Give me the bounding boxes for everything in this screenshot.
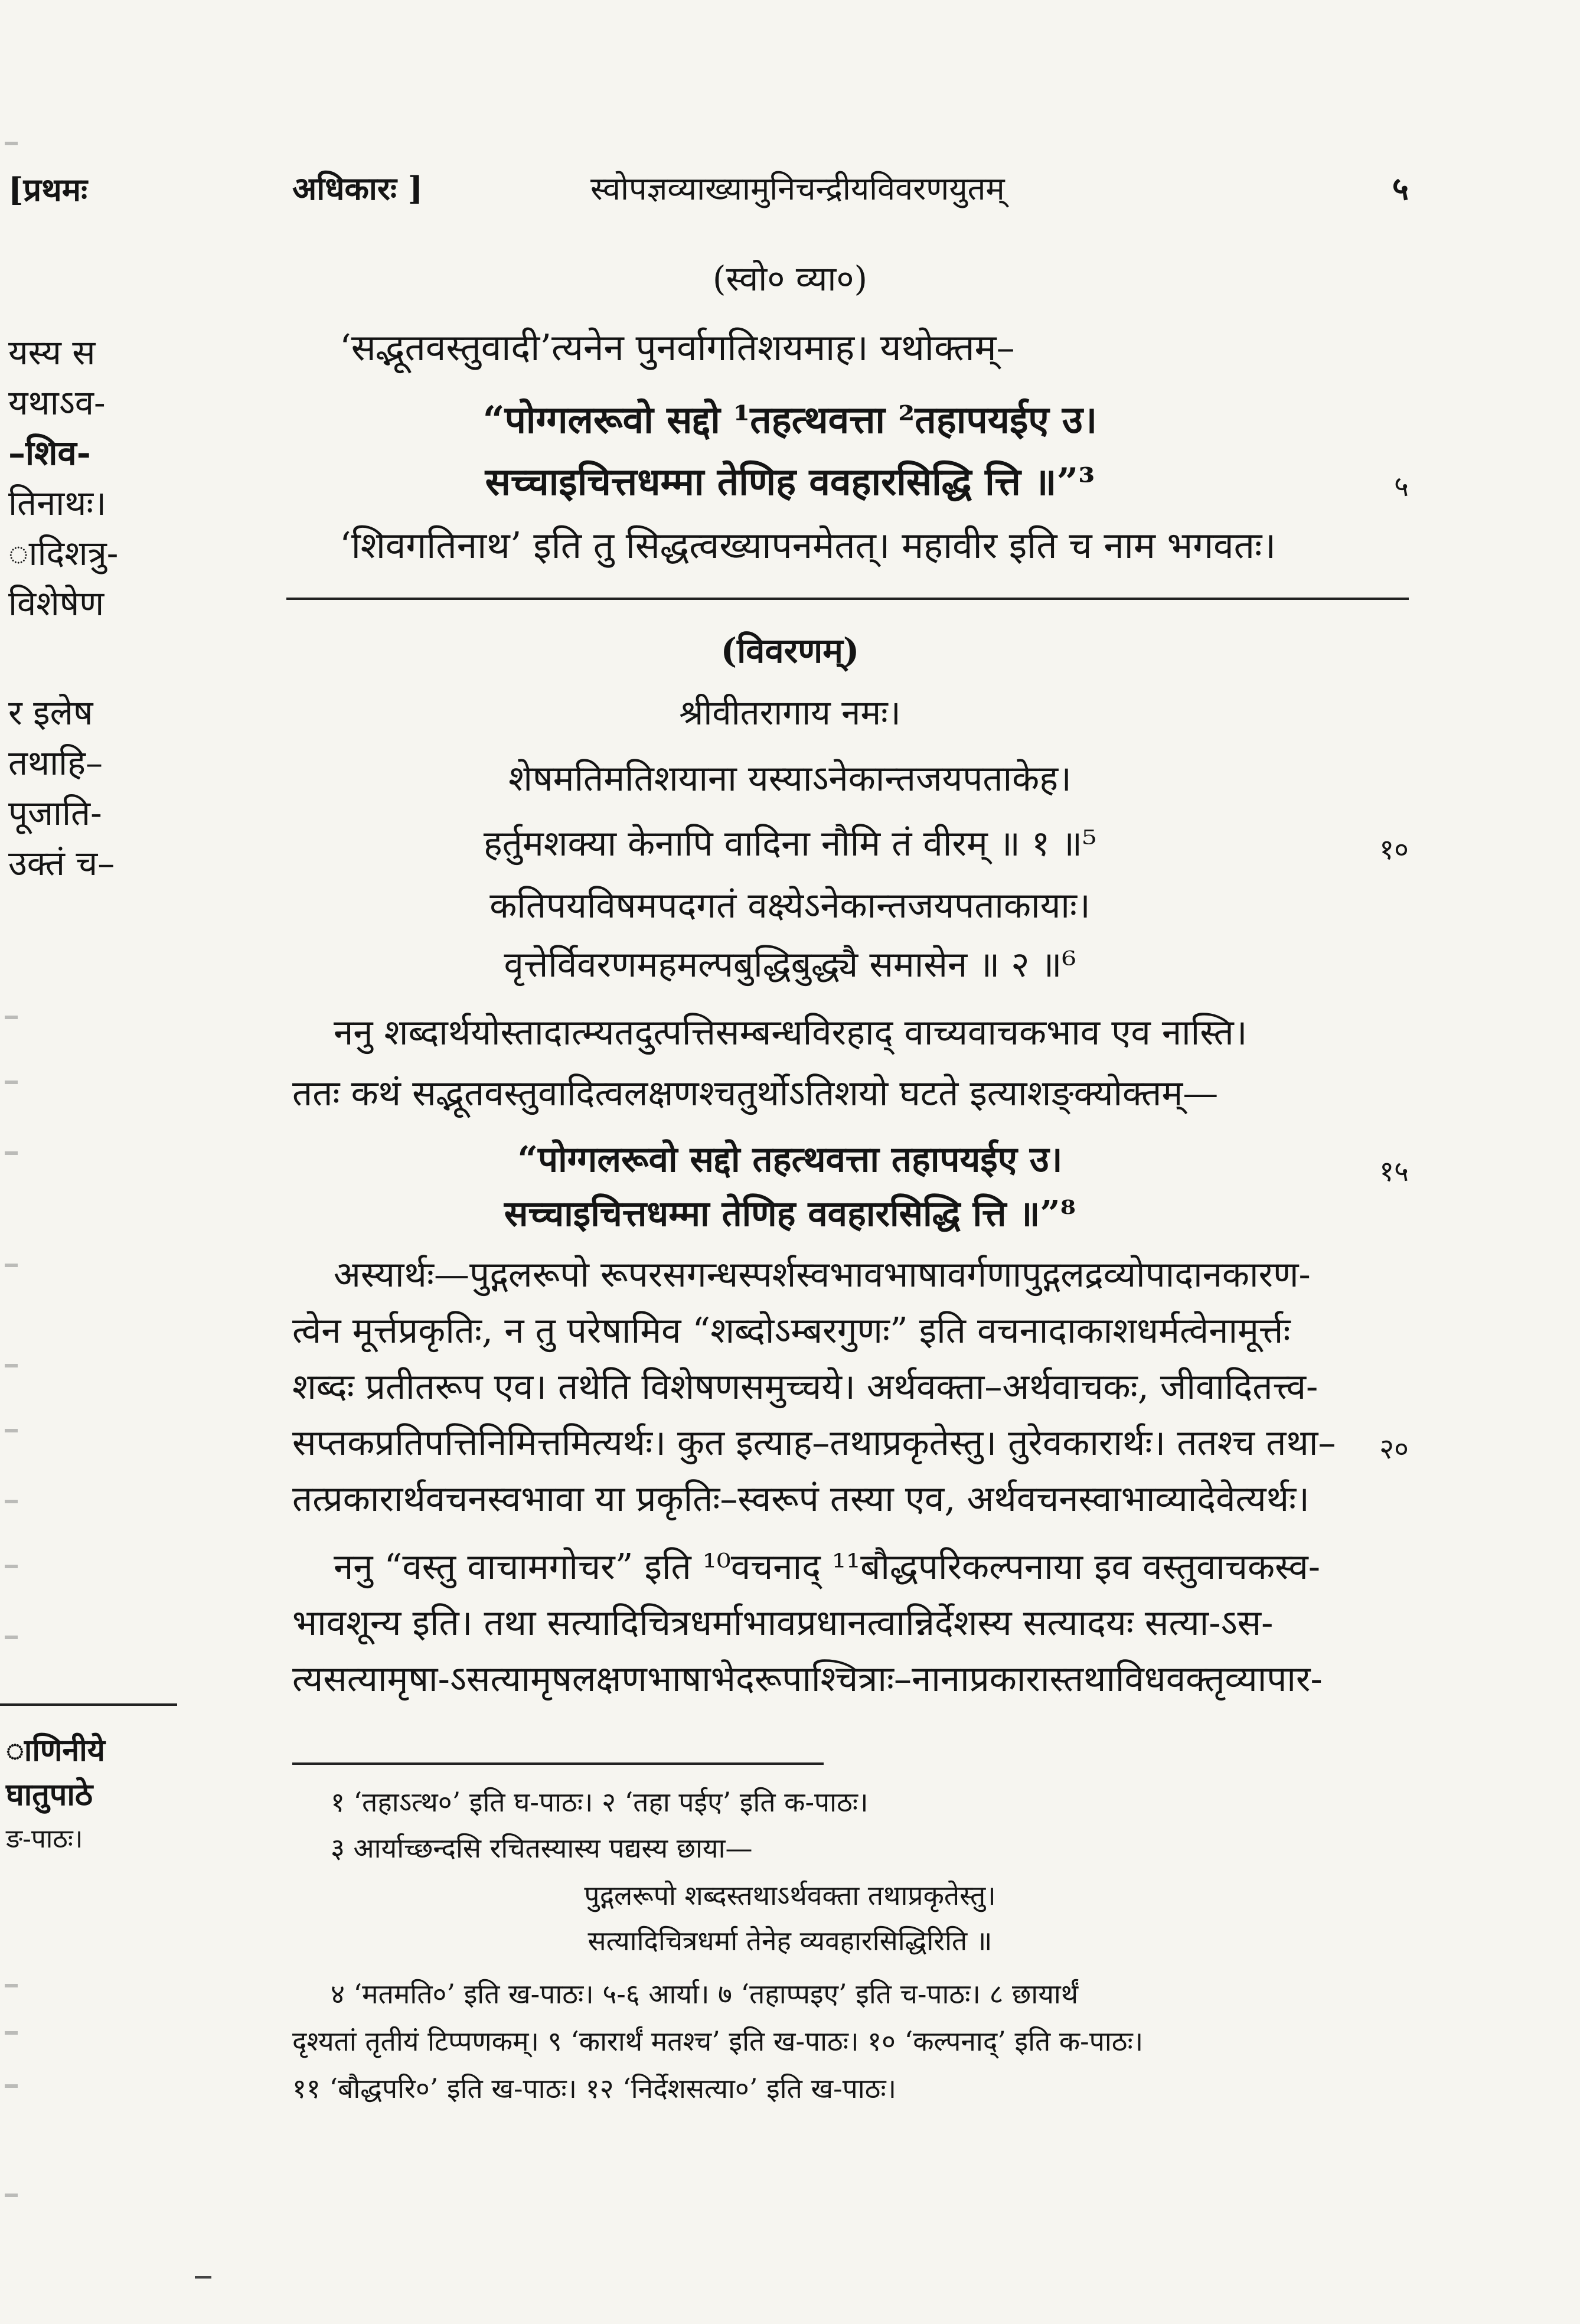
margin-header-fragment: [प्रथमः bbox=[8, 171, 87, 208]
margin-smudge bbox=[5, 1081, 18, 1084]
margin-smudge bbox=[5, 2084, 18, 2088]
margin-smudge bbox=[5, 2031, 18, 2035]
header-section-label: अधिकारः ] bbox=[292, 169, 423, 207]
svopajna-line-2: ‘शिवगतिनाथ’ इति तु सिद्धत्वख्यापनमेतत्। महावीर इति च नाम भगवतः। bbox=[339, 524, 1276, 567]
paragraph-1-line-1: ननु शब्दार्थयोस्तादात्म्यतदुत्पत्तिसम्बन्धविरहाद् वाच्यवाचकभाव एव नास्ति। bbox=[334, 1012, 1248, 1053]
margin-line: ादिशत्रु- bbox=[8, 533, 119, 573]
footnote-chaya-line: सत्यादिचित्रधर्मा तेनेह व्यवहारसिद्धिरिति ॥ bbox=[587, 1925, 993, 1957]
line-number: १५ bbox=[1379, 1155, 1409, 1188]
verse-1b: हर्तुमशक्या केनापि वादिना नौमि तं वीरम् ॥ १ ॥⁵ bbox=[483, 823, 1097, 864]
paragraph-3-line-3: त्यसत्यामृषा-ऽसत्यामृषलक्षणभाषाभेदरूपाश्चित्राः–नानाप्रकारास्तथाविधवक्तृव्यापार- bbox=[292, 1659, 1323, 1700]
margin-foot-line: घातुपाठे bbox=[6, 1777, 93, 1813]
margin-line: यस्य स bbox=[8, 332, 96, 373]
svopajna-verse-1: “पोग्गलरूवो सद्दो ¹तहत्थवत्ता ²तहापयईए उ। bbox=[482, 398, 1098, 442]
margin-line: विशेषेण bbox=[8, 583, 105, 624]
margin-smudge bbox=[5, 142, 18, 145]
margin-line: पूजाति- bbox=[8, 793, 102, 833]
paragraph-3-line-2: भावशून्य इति। तथा सत्यादिचित्रधर्माभावप्रधानत्वान्निर्देशस्य सत्यादयः सत्या-ऽस- bbox=[292, 1602, 1274, 1644]
footnote-chaya-line: पुद्गलरूपो शब्दस्तथाऽर्थवक्ता तथाप्रकृतेस्तु। bbox=[584, 1879, 996, 1911]
paragraph-2-line-4: सप्तकप्रतिपत्तिनिमित्तमित्यर्थः। कुत इत्याह–तथाप्रकृतेस्तु। तुरेवकारार्थः। ततश्च तथा– bbox=[292, 1422, 1336, 1464]
invocation: श्रीवीतरागाय नमः। bbox=[679, 693, 901, 733]
margin-line: तथाहि– bbox=[8, 743, 103, 783]
footnote-line: ३ आर्याच्छन्दसि रचितस्यास्य पद्यस्य छाया— bbox=[331, 1832, 753, 1864]
margin-smudge bbox=[5, 1364, 18, 1367]
footnote-line: ११ ‘बौद्धपरि०’ इति ख-पाठः। १२ ‘निर्देशसत्या०’ इति ख-पाठः। bbox=[292, 2072, 897, 2104]
header-title: स्वोपज्ञव्याख्यामुनिचन्द्रीयविवरणयुतम् bbox=[590, 170, 1005, 207]
paragraph-2-line-3: शब्दः प्रतीतरूप एव। तथेति विशेषणसमुच्चये। अर्थवक्ता–अर्थवाचकः, जीवादितत्त्व- bbox=[292, 1366, 1318, 1408]
line-number: १० bbox=[1379, 833, 1409, 866]
margin-smudge bbox=[5, 1636, 18, 1639]
line-number: ५ bbox=[1394, 470, 1409, 503]
verse-2b: वृत्तेर्विवरणमहमल्पबुद्धिबुद्ध्यै समासेन ॥ २ ॥⁶ bbox=[504, 944, 1076, 985]
margin-smudge bbox=[5, 1565, 18, 1568]
verse-1a: शेषमतिमतिशयाना यस्याऽनेकान्तजयपताकेह। bbox=[508, 758, 1072, 799]
margin-smudge bbox=[5, 1984, 18, 1987]
paragraph-2-line-2: त्वेन मूर्त्तप्रकृतिः, न तु परेषामिव “शब्दोऽम्बरगुणः” इति वचनादाकाशधर्मत्वेनामूर्त्तः bbox=[292, 1310, 1291, 1352]
footnote-rule bbox=[292, 1762, 824, 1765]
margin-line: र इलेष bbox=[8, 693, 93, 733]
quote-verse-a: “पोग्गलरूवो सद्दो तहत्थवत्ता तहापयईए उ। bbox=[517, 1139, 1063, 1180]
page-number: ५ bbox=[1392, 169, 1409, 207]
margin-line: तिनाथः। bbox=[8, 483, 107, 523]
margin-smudge bbox=[5, 1500, 18, 1503]
margin-rule bbox=[0, 1703, 177, 1706]
svopajna-verse-2: सच्चाइचित्तधम्मा तेणिह ववहारसिद्धि त्ति ॥”³ bbox=[485, 460, 1095, 504]
margin-line: –शिव- bbox=[8, 433, 91, 473]
paragraph-1-line-2: ततः कथं सद्भूतवस्तुवादित्वलक्षणश्चतुर्थोऽतिशयो घटते इत्याशङ्क्योक्तम्— bbox=[292, 1073, 1219, 1114]
footnote-line: ४ ‘मतमति०’ इति ख-पाठः। ५-६ आर्या। ७ ‘तहाप्पइए’ इति च-पाठः। ८ छायार्थं bbox=[331, 1978, 1079, 2010]
section-divider bbox=[286, 598, 1409, 600]
margin-smudge bbox=[5, 1264, 18, 1267]
margin-smudge bbox=[5, 1429, 18, 1432]
footnote-line: १ ‘तहाऽत्थ०’ इति घ-पाठः। २ ‘तहा पईए’ इति क-पाठः। bbox=[331, 1786, 869, 1818]
verse-2a: कतिपयविषमपदगतं वक्ष्येऽनेकान्तजयपताकायाः। bbox=[489, 885, 1091, 926]
margin-smudge bbox=[5, 2194, 18, 2197]
margin-smudge bbox=[5, 1016, 18, 1019]
margin-foot-line: ङ-पाठः। bbox=[6, 1824, 83, 1854]
quote-verse-b: सच्चाइचित्तधम्मा तेणिह ववहारसिद्धि त्ति ॥”⁸ bbox=[504, 1193, 1076, 1235]
paragraph-3-line-1: ननु “वस्तु वाचामगोचर” इति ¹⁰वचनाद् ¹¹बौद्धपरिकल्पनाया इव वस्तुवाचकस्व- bbox=[334, 1546, 1321, 1588]
paragraph-2-line-1: अस्यार्थः—पुद्गलरूपो रूपरसगन्धस्पर्शस्वभावभाषावर्गणापुद्गलद्रव्योपादानकारण- bbox=[334, 1254, 1311, 1295]
margin-foot-line: ाणिनीये bbox=[6, 1732, 105, 1768]
margin-line: यथाऽव- bbox=[8, 383, 106, 423]
svopajna-heading: (स्वो० व्या०) bbox=[712, 259, 868, 299]
bottom-margin-tick bbox=[195, 2276, 211, 2279]
margin-line: उक्तं च– bbox=[8, 843, 115, 883]
line-number: २० bbox=[1379, 1432, 1409, 1465]
vivaranam-heading: (विवरणम्) bbox=[720, 631, 860, 671]
svopajna-line-1: ‘सद्भूतवस्तुवादी’त्यनेन पुनर्वागतिशयमाह। यथोक्तम्– bbox=[339, 326, 1015, 369]
paragraph-2-line-5: तत्प्रकारार्थवचनस्वभावा या प्रकृतिः–स्वरूपं तस्या एव, अर्थवचनस्वाभाव्यादेवेत्यर्थः। bbox=[292, 1478, 1310, 1520]
footnote-line: दृश्यतां तृतीयं टिप्पणकम्। ९ ‘कारार्थं मतश्च’ इति ख-पाठः। १० ‘कल्पनाद्’ इति क-पाठः। bbox=[292, 2025, 1144, 2057]
